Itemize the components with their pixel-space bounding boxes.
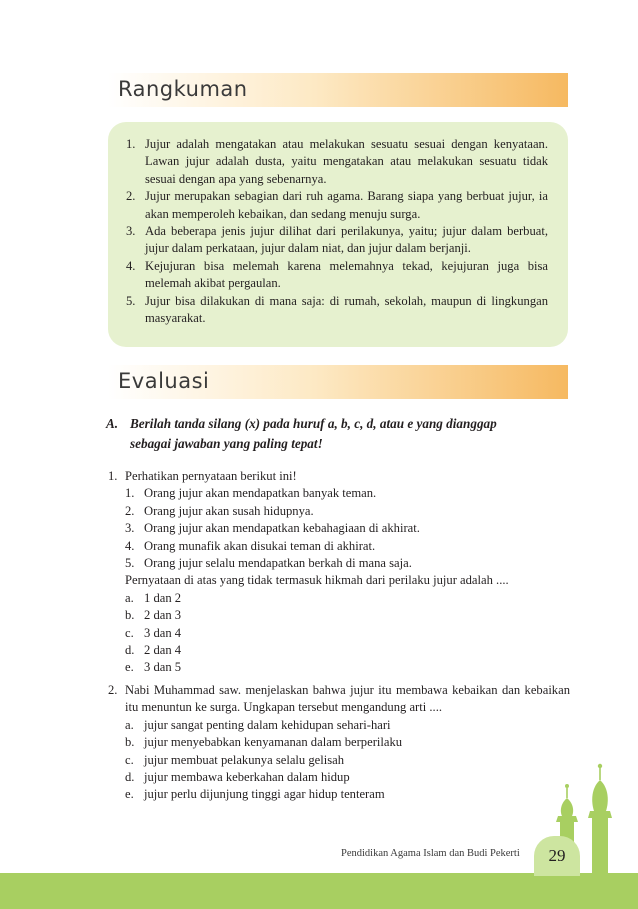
answer-option[interactable] xyxy=(108,717,570,734)
summary-list xyxy=(126,136,548,327)
answer-option[interactable] xyxy=(108,659,570,676)
statement-number: 5. xyxy=(125,556,135,571)
answer-option[interactable] xyxy=(108,769,570,786)
option-text: 3 dan 5 xyxy=(144,660,182,675)
answer-option[interactable] xyxy=(108,590,570,607)
summary-item xyxy=(126,223,548,258)
option-letter: e. xyxy=(125,787,134,802)
summary-item-text: Jujur adalah mengatakan atau melakukan sesuatu sesuai dengan kenyataan. Lawan jujur adalah dusta, yaitu mengatakan atau melakukan sesuatu tidak sesuai dengan apa yang sebenarnya. xyxy=(145,137,548,186)
answer-option[interactable] xyxy=(108,607,570,624)
option-letter: d. xyxy=(125,770,135,785)
evaluation-instruction xyxy=(106,414,570,454)
instruction-line-2: sebagai jawaban yang paling tepat! xyxy=(130,436,323,451)
option-text: 2 dan 3 xyxy=(144,608,182,623)
summary-item xyxy=(126,136,548,188)
option-text: 1 dan 2 xyxy=(144,590,182,605)
summary-item-number: 1. xyxy=(126,137,136,151)
question-text: Nabi Muhammad saw. menjelaskan bahwa jujur itu membawa kebaikan dan kebaikan itu menuntun ke surga. Ungkapan tersebut mengandung arti .... xyxy=(125,683,570,715)
summary-item xyxy=(126,188,548,223)
option-text: jujur sangat penting dalam kehidupan sehari-hari xyxy=(144,717,391,732)
statement xyxy=(108,538,570,555)
statement-text: Orang jujur akan mendapatkan banyak teman. xyxy=(144,486,377,501)
option-letter: b. xyxy=(125,735,135,750)
summary-item-text: Jujur merupakan sebagian dari ruh agama. Barang siapa yang berbuat jujur, ia akan memperoleh kebaikan, dan sedang menuju surga. xyxy=(145,189,548,221)
footer-bar xyxy=(0,873,638,909)
question-text: Perhatikan pernyataan berikut ini! xyxy=(125,469,297,483)
statement-text: Orang jujur akan susah hidupnya. xyxy=(144,503,314,518)
question-1 xyxy=(108,468,570,677)
statement-number: 4. xyxy=(125,538,135,553)
option-letter: c. xyxy=(125,752,134,767)
statement xyxy=(108,555,570,572)
statement-text: Orang jujur akan mendapatkan kebahagiaan di akhirat. xyxy=(144,521,420,536)
option-text: 3 dan 4 xyxy=(144,625,182,640)
option-letter: a. xyxy=(125,590,134,605)
option-text: jujur membuat pelakunya selalu gelisah xyxy=(144,752,345,767)
summary-item-number: 2. xyxy=(126,189,136,204)
statement-number: 3. xyxy=(125,521,135,536)
option-text: jujur membawa keberkahan dalam hidup xyxy=(144,770,350,785)
summary-item-number: 3. xyxy=(126,224,136,239)
option-letter: a. xyxy=(125,717,134,732)
evaluation-header xyxy=(108,365,568,399)
evaluation-title: Evaluasi xyxy=(118,369,210,393)
instruction-letter: A. xyxy=(106,416,119,431)
statement-text: Orang munafik akan disukai teman di akhirat. xyxy=(144,538,376,553)
summary-item-number: 4. xyxy=(126,258,136,273)
summary-item-number: 5. xyxy=(126,293,136,308)
option-letter: e. xyxy=(125,660,134,675)
question-2 xyxy=(108,682,570,804)
statement-text: Orang jujur selalu mendapatkan berkah di mana saja. xyxy=(144,556,412,571)
summary-item-text: Kejujuran bisa melemah karena melemahnya tekad, kejujuran juga bisa melemah akibat pergaulan. xyxy=(145,258,548,291)
statement xyxy=(108,485,570,502)
option-text: jujur menyebabkan kenyamanan dalam berperilaku xyxy=(144,735,403,750)
footer-book-title: Pendidikan Agama Islam dan Budi Pekerti xyxy=(341,848,520,859)
statement xyxy=(108,503,570,520)
answer-option[interactable] xyxy=(108,752,570,769)
question-number: 2. xyxy=(108,683,118,697)
question-number: 1. xyxy=(108,469,118,483)
statement-number: 2. xyxy=(125,503,135,518)
question-prompt: Pernyataan di atas yang tidak termasuk hikmah dari perilaku jujur adalah .... xyxy=(125,573,509,588)
option-letter: d. xyxy=(125,643,135,658)
option-letter: c. xyxy=(125,625,134,640)
answer-option[interactable] xyxy=(108,625,570,642)
summary-header xyxy=(108,73,568,107)
option-text: jujur perlu dijunjung tinggi agar hidup tenteram xyxy=(144,787,385,802)
summary-item xyxy=(126,293,548,328)
summary-title: Rangkuman xyxy=(118,77,248,101)
option-text: 2 dan 4 xyxy=(144,643,182,658)
page-number: 29 xyxy=(534,836,580,876)
summary-item-text: Ada beberapa jenis jujur dilihat dari perilakunya, yaitu; jujur dalam berbuat, jujur dalam perkataan, jujur dalam niat, dan jujur dalam berjanji. xyxy=(145,224,548,256)
answer-option[interactable] xyxy=(108,734,570,751)
statement xyxy=(108,520,570,537)
summary-item xyxy=(126,258,548,293)
option-letter: b. xyxy=(125,608,135,623)
answer-option[interactable] xyxy=(108,642,570,659)
answer-option[interactable] xyxy=(108,786,570,803)
summary-item-text: Jujur bisa dilakukan di mana saja: di rumah, sekolah, maupun di lingkungan masyarakat. xyxy=(145,293,548,326)
instruction-line-1: Berilah tanda silang (x) pada huruf a, b, c, d, atau e yang dianggap xyxy=(130,416,497,431)
statement-number: 1. xyxy=(125,486,135,501)
